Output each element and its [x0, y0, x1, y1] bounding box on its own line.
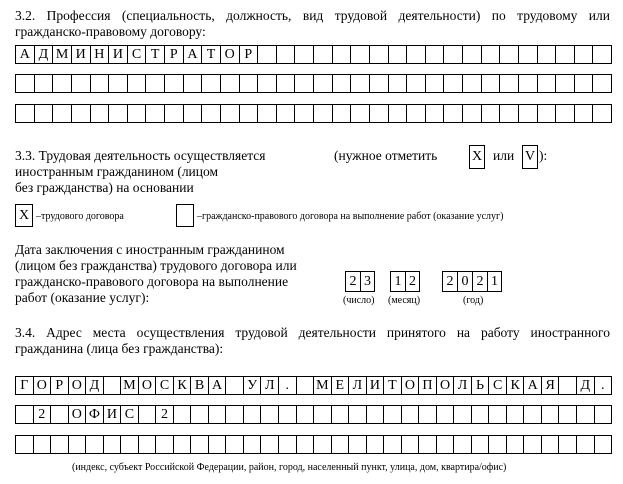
grid-cell[interactable] [331, 405, 349, 424]
grid-cell[interactable] [471, 405, 489, 424]
labor-contract-checkbox[interactable]: X [15, 204, 33, 227]
grid-cell[interactable] [471, 435, 489, 454]
grid-cell[interactable] [518, 104, 537, 123]
grid-cell[interactable]: 3 [360, 271, 375, 292]
grid-cell[interactable] [313, 435, 331, 454]
grid-cell[interactable] [208, 405, 226, 424]
grid-cell[interactable]: О [436, 376, 454, 395]
grid-cell[interactable] [462, 74, 481, 93]
profession-grid-row-1[interactable] [15, 45, 612, 64]
grid-cell[interactable] [506, 405, 524, 424]
mark-or-text: или [493, 148, 515, 163]
grid-cell[interactable]: А [15, 45, 34, 64]
grid-cell[interactable] [294, 104, 313, 123]
grid-cell[interactable] [260, 405, 278, 424]
grid-cell[interactable] [108, 104, 127, 123]
grid-cell[interactable]: А [208, 376, 226, 395]
grid-cell[interactable] [523, 405, 541, 424]
mark-v-example: V [522, 145, 538, 169]
grid-cell[interactable] [138, 435, 156, 454]
grid-cell[interactable] [183, 104, 202, 123]
section-3-4-heading-line2: гражданина (лица без гражданства): [15, 341, 224, 356]
month-caption: (месяц) [388, 295, 421, 306]
grid-cell[interactable]: М [313, 376, 331, 395]
grid-cell[interactable] [52, 104, 71, 123]
grid-cell[interactable]: Т [383, 376, 401, 395]
grid-cell[interactable] [190, 405, 208, 424]
section-3-3-line1: 3.3. Трудовая деятельность осуществляется [15, 148, 266, 163]
grid-cell[interactable]: К [506, 376, 524, 395]
grid-cell[interactable]: 2 [155, 405, 173, 424]
grid-cell[interactable] [15, 104, 34, 123]
grid-cell[interactable]: М [120, 376, 138, 395]
section-3-3-line2: иностранным гражданином (лицом [15, 164, 219, 179]
grid-cell[interactable] [369, 74, 388, 93]
grid-cell[interactable] [145, 104, 164, 123]
grid-cell[interactable] [183, 74, 202, 93]
grid-cell[interactable] [348, 435, 366, 454]
address-grid-row-1[interactable] [15, 376, 612, 395]
grid-cell[interactable] [85, 435, 103, 454]
grid-cell[interactable] [332, 104, 351, 123]
grid-cell[interactable] [220, 74, 239, 93]
grid-cell[interactable] [164, 104, 183, 123]
grid-cell[interactable] [481, 45, 500, 64]
grid-cell[interactable] [488, 405, 506, 424]
grid-cell[interactable] [506, 435, 524, 454]
address-grid-row-3[interactable] [15, 435, 612, 454]
grid-cell[interactable] [313, 104, 332, 123]
grid-cell[interactable]: . [278, 376, 296, 395]
grid-cell[interactable] [120, 435, 138, 454]
grid-cell[interactable]: Р [50, 376, 68, 395]
grid-cell[interactable] [383, 405, 401, 424]
grid-cell[interactable] [257, 74, 276, 93]
grid-cell[interactable]: Д [576, 376, 594, 395]
profession-grid-row-3[interactable] [15, 104, 612, 123]
grid-cell[interactable] [15, 435, 33, 454]
grid-cell[interactable] [331, 435, 349, 454]
grid-cell[interactable] [436, 405, 454, 424]
grid-cell[interactable] [15, 74, 34, 93]
grid-cell[interactable] [518, 74, 537, 93]
date-year-field[interactable] [442, 271, 502, 292]
grid-cell[interactable] [574, 45, 593, 64]
date-day-field[interactable] [345, 271, 375, 292]
grid-cell[interactable] [276, 104, 295, 123]
labor-contract-label: –трудового договора [36, 211, 124, 222]
grid-cell[interactable]: Я [541, 376, 559, 395]
grid-cell[interactable] [418, 435, 436, 454]
grid-cell[interactable] [592, 104, 612, 123]
grid-cell[interactable] [443, 45, 462, 64]
grid-cell[interactable] [313, 405, 331, 424]
grid-cell[interactable] [145, 74, 164, 93]
grid-cell[interactable]: В [190, 376, 208, 395]
grid-cell[interactable]: А [523, 376, 541, 395]
grid-cell[interactable]: А [183, 45, 202, 64]
grid-cell[interactable] [541, 435, 559, 454]
grid-cell[interactable]: О [401, 376, 419, 395]
mark-instruction-end: ): [539, 148, 548, 163]
grid-cell[interactable] [388, 74, 407, 93]
grid-cell[interactable] [574, 104, 593, 123]
grid-cell[interactable] [594, 405, 613, 424]
grid-cell[interactable] [418, 405, 436, 424]
grid-cell[interactable]: П [418, 376, 436, 395]
grid-cell[interactable] [369, 45, 388, 64]
grid-cell[interactable] [481, 74, 500, 93]
grid-cell[interactable]: О [68, 376, 86, 395]
grid-cell[interactable]: С [488, 376, 506, 395]
grid-cell[interactable] [173, 405, 191, 424]
grid-cell[interactable] [406, 45, 425, 64]
grid-cell[interactable] [499, 74, 518, 93]
grid-cell[interactable]: Л [260, 376, 278, 395]
date-label-line1: Дата заключения с иностранным гражданином [15, 242, 285, 257]
grid-cell[interactable]: И [71, 45, 90, 64]
civil-contract-checkbox[interactable] [176, 204, 194, 227]
grid-cell[interactable] [462, 104, 481, 123]
grid-cell[interactable] [50, 405, 68, 424]
grid-cell[interactable]: Д [85, 376, 103, 395]
grid-cell[interactable] [243, 435, 261, 454]
grid-cell[interactable]: О [68, 405, 86, 424]
day-caption: (число) [343, 295, 375, 306]
grid-cell[interactable] [243, 405, 261, 424]
grid-cell[interactable]: 2 [345, 271, 360, 292]
date-label-line2: (лицом без гражданства) трудового договора или [15, 258, 297, 273]
grid-cell[interactable]: Л [348, 376, 366, 395]
grid-cell[interactable]: С [127, 45, 146, 64]
grid-cell[interactable] [555, 104, 574, 123]
grid-cell[interactable]: И [108, 45, 127, 64]
grid-cell[interactable] [50, 435, 68, 454]
grid-cell[interactable] [103, 435, 121, 454]
address-caption: (индекс, субъект Российской Федерации, район, город, населенный пункт, улица, дом, квартира/офис) [72, 462, 507, 473]
grid-cell[interactable] [278, 435, 296, 454]
grid-cell[interactable] [276, 45, 295, 64]
grid-cell[interactable]: Д [34, 45, 53, 64]
grid-cell[interactable] [33, 435, 51, 454]
grid-cell[interactable] [71, 74, 90, 93]
grid-cell[interactable]: И [103, 405, 121, 424]
civil-contract-label: –гражданско-правового договора на выполнение работ (оказание услуг) [197, 211, 504, 222]
grid-cell[interactable] [155, 435, 173, 454]
grid-cell[interactable]: И [366, 376, 384, 395]
date-label-line3: гражданско-правового договора на выполнение [15, 274, 289, 289]
grid-cell[interactable]: К [173, 376, 191, 395]
grid-cell[interactable]: 2 [472, 271, 487, 292]
grid-cell[interactable] [453, 435, 471, 454]
grid-cell[interactable] [208, 435, 226, 454]
grid-cell[interactable] [294, 45, 313, 64]
grid-cell[interactable]: Е [331, 376, 349, 395]
grid-cell[interactable] [276, 74, 295, 93]
grid-cell[interactable] [350, 45, 369, 64]
grid-cell[interactable] [296, 376, 314, 395]
grid-cell[interactable] [90, 74, 109, 93]
grid-cell[interactable] [574, 74, 593, 93]
grid-cell[interactable]: 0 [457, 271, 472, 292]
grid-cell[interactable] [576, 405, 594, 424]
section-3-2-heading-line1: 3.2. Профессия (специальность, должность, вид трудовой деятельности) по трудовому или [15, 8, 610, 23]
mark-x-example: X [469, 145, 485, 169]
grid-cell[interactable] [52, 74, 71, 93]
grid-cell[interactable] [294, 74, 313, 93]
grid-cell[interactable]: Г [15, 376, 33, 395]
grid-cell[interactable] [201, 74, 220, 93]
grid-cell[interactable] [332, 74, 351, 93]
grid-cell[interactable] [592, 74, 612, 93]
grid-cell[interactable] [425, 74, 444, 93]
grid-cell[interactable] [369, 104, 388, 123]
grid-cell[interactable] [453, 405, 471, 424]
grid-cell[interactable] [425, 104, 444, 123]
grid-cell[interactable] [108, 74, 127, 93]
grid-cell[interactable] [225, 435, 243, 454]
grid-cell[interactable] [518, 45, 537, 64]
section-3-3-line3: без гражданства) на основании [15, 180, 194, 195]
grid-cell[interactable] [350, 74, 369, 93]
grid-cell[interactable] [537, 74, 556, 93]
section-3-4-heading-line1: 3.4. Адрес места осуществления трудовой деятельности принятого на работу иностранного [15, 325, 610, 340]
grid-cell[interactable] [296, 405, 314, 424]
grid-cell[interactable] [481, 104, 500, 123]
grid-cell[interactable] [103, 376, 121, 395]
grid-cell[interactable] [225, 405, 243, 424]
grid-cell[interactable] [220, 104, 239, 123]
grid-cell[interactable]: 2 [405, 271, 420, 292]
grid-cell[interactable] [425, 45, 444, 64]
grid-cell[interactable] [71, 104, 90, 123]
grid-cell[interactable] [443, 74, 462, 93]
grid-cell[interactable]: С [120, 405, 138, 424]
grid-cell[interactable] [127, 104, 146, 123]
grid-cell[interactable]: Ф [85, 405, 103, 424]
grid-cell[interactable]: Р [164, 45, 183, 64]
grid-cell[interactable] [558, 376, 576, 395]
grid-cell[interactable] [257, 45, 276, 64]
grid-cell[interactable] [499, 45, 518, 64]
year-caption: (год) [463, 295, 484, 306]
grid-cell[interactable]: О [138, 376, 156, 395]
grid-cell[interactable] [90, 104, 109, 123]
grid-cell[interactable] [406, 74, 425, 93]
grid-cell[interactable] [499, 104, 518, 123]
mark-instruction: (нужное отметить [334, 148, 438, 163]
address-grid-row-2[interactable] [15, 405, 612, 424]
grid-cell[interactable]: Т [201, 45, 220, 64]
grid-cell[interactable] [350, 104, 369, 123]
grid-cell[interactable] [366, 435, 384, 454]
grid-cell[interactable] [576, 435, 594, 454]
grid-cell[interactable] [68, 435, 86, 454]
grid-cell[interactable] [366, 405, 384, 424]
grid-cell[interactable] [537, 104, 556, 123]
grid-cell[interactable] [558, 405, 576, 424]
grid-cell[interactable] [594, 435, 613, 454]
grid-cell[interactable] [488, 435, 506, 454]
grid-cell[interactable] [558, 435, 576, 454]
grid-cell[interactable] [201, 104, 220, 123]
grid-cell[interactable]: . [594, 376, 613, 395]
grid-cell[interactable]: 2 [33, 405, 51, 424]
grid-cell[interactable] [225, 376, 243, 395]
grid-cell[interactable]: 1 [390, 271, 405, 292]
grid-cell[interactable] [127, 74, 146, 93]
grid-cell[interactable] [541, 405, 559, 424]
grid-cell[interactable]: Н [90, 45, 109, 64]
grid-cell[interactable] [523, 435, 541, 454]
grid-cell[interactable] [313, 45, 332, 64]
grid-cell[interactable] [296, 435, 314, 454]
grid-cell[interactable] [537, 45, 556, 64]
grid-cell[interactable]: С [155, 376, 173, 395]
grid-cell[interactable]: О [220, 45, 239, 64]
grid-cell[interactable] [239, 104, 258, 123]
grid-cell[interactable]: 1 [487, 271, 502, 292]
grid-cell[interactable] [388, 45, 407, 64]
grid-cell[interactable] [190, 435, 208, 454]
grid-cell[interactable] [164, 74, 183, 93]
grid-cell[interactable] [348, 405, 366, 424]
date-month-field[interactable] [390, 271, 420, 292]
date-label-line4: работ (оказание услуг): [15, 290, 150, 305]
grid-cell[interactable] [34, 74, 53, 93]
grid-cell[interactable] [388, 104, 407, 123]
grid-cell[interactable] [278, 405, 296, 424]
grid-cell[interactable]: Т [145, 45, 164, 64]
grid-cell[interactable] [406, 104, 425, 123]
grid-cell[interactable] [173, 435, 191, 454]
grid-cell[interactable] [592, 45, 612, 64]
grid-cell[interactable] [239, 74, 258, 93]
grid-cell[interactable] [555, 74, 574, 93]
grid-cell[interactable] [436, 435, 454, 454]
grid-cell[interactable]: 2 [442, 271, 457, 292]
grid-cell[interactable] [332, 45, 351, 64]
grid-cell[interactable] [401, 405, 419, 424]
grid-cell[interactable] [313, 74, 332, 93]
grid-cell[interactable] [383, 435, 401, 454]
grid-cell[interactable]: Л [453, 376, 471, 395]
grid-cell[interactable] [260, 435, 278, 454]
grid-cell[interactable] [401, 435, 419, 454]
grid-cell[interactable]: У [243, 376, 261, 395]
grid-cell[interactable] [138, 405, 156, 424]
grid-cell[interactable] [257, 104, 276, 123]
grid-cell[interactable]: О [33, 376, 51, 395]
grid-cell[interactable]: Ь [471, 376, 489, 395]
grid-cell[interactable] [443, 104, 462, 123]
section-3-2-heading-line2: гражданско-правовому договору: [15, 24, 206, 39]
grid-cell[interactable] [462, 45, 481, 64]
grid-cell[interactable] [34, 104, 53, 123]
grid-cell[interactable]: М [52, 45, 71, 64]
grid-cell[interactable] [555, 45, 574, 64]
profession-grid-row-2[interactable] [15, 74, 612, 93]
grid-cell[interactable] [15, 405, 33, 424]
grid-cell[interactable]: Р [239, 45, 258, 64]
